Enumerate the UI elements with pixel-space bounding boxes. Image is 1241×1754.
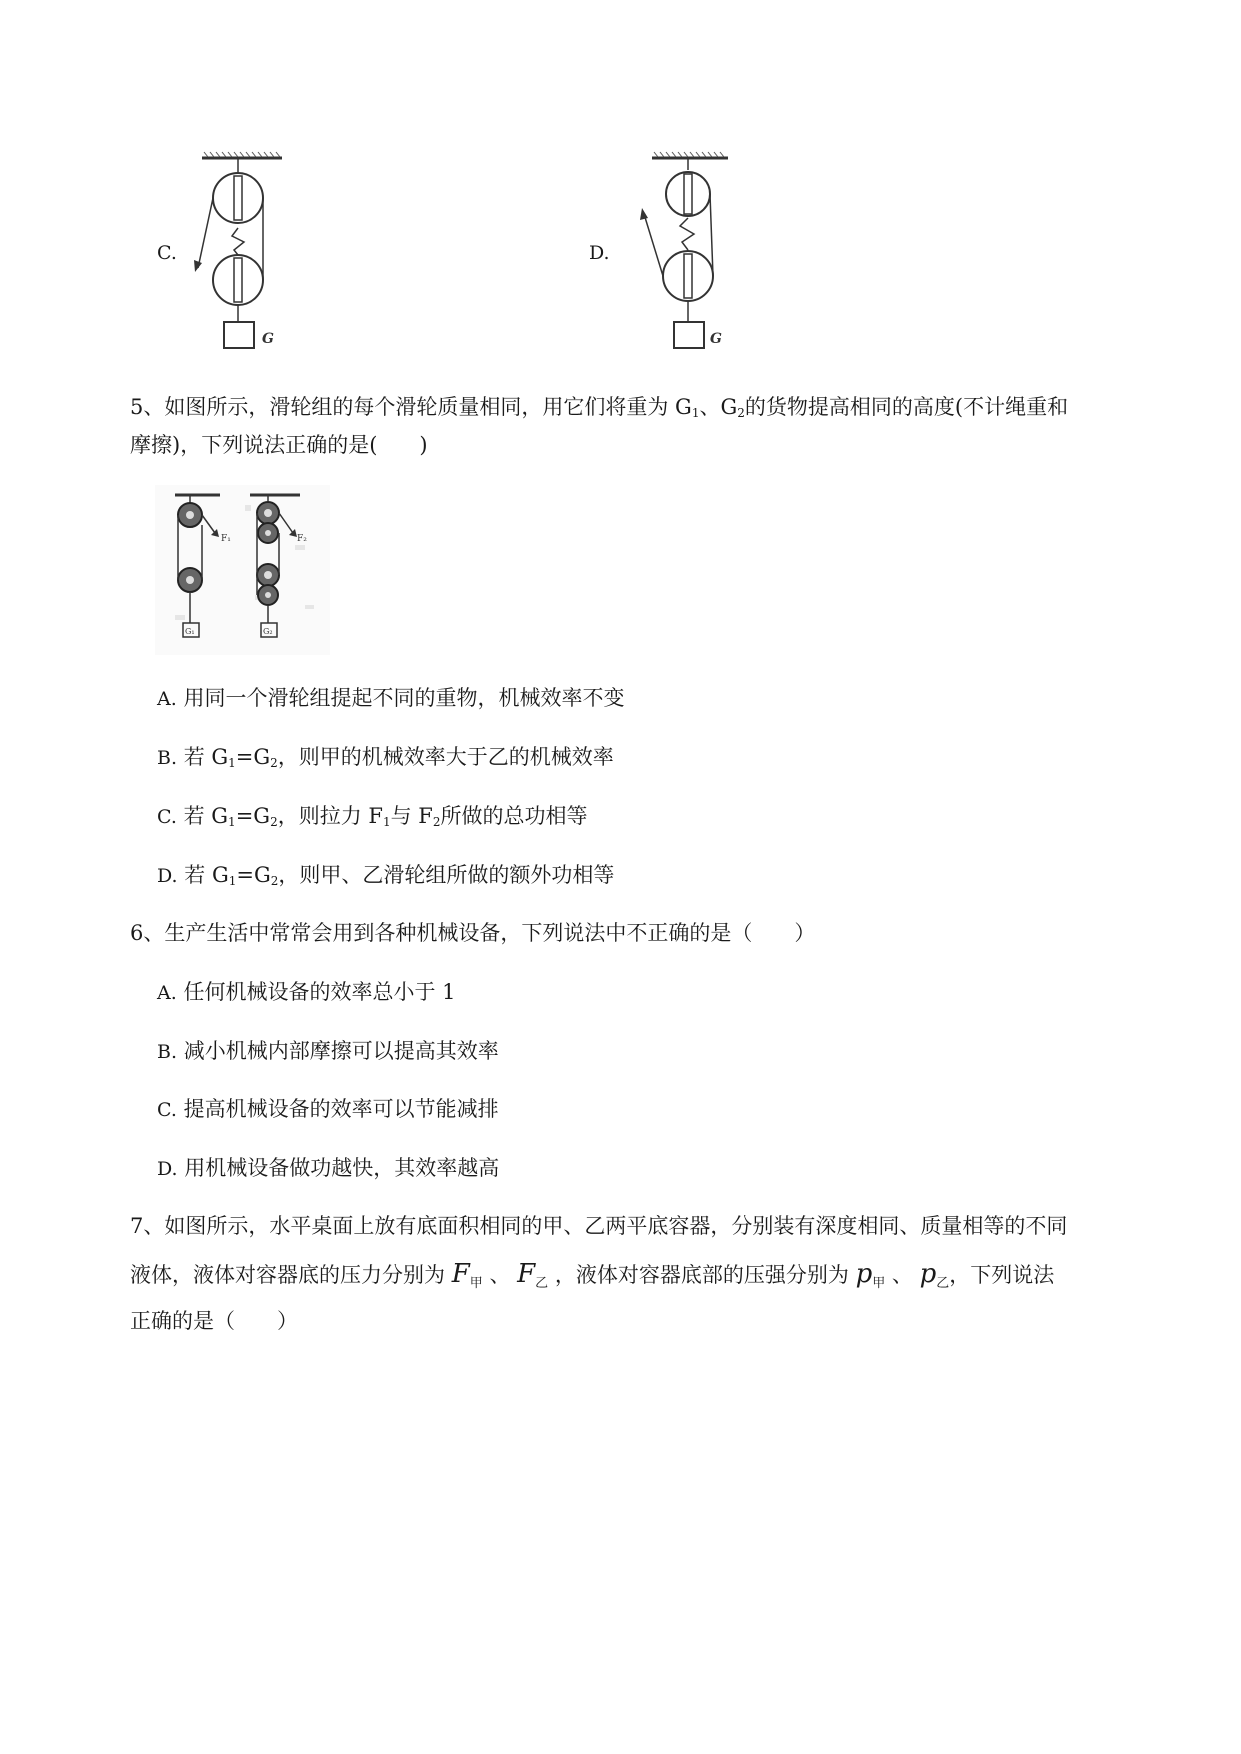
g2-label: G₂ (263, 627, 273, 636)
q6-stem: 6、生产生活中常常会用到各种机械设备，下列说法中不正确的是（ ） (130, 921, 816, 945)
pulley-diagram-d (630, 150, 740, 360)
q6-option-c: C. 提高机械设备的效率可以节能减排 (157, 1097, 499, 1121)
weight-label-d: G (710, 331, 722, 347)
option-c-label: C. (157, 242, 177, 264)
q7-stem-line1: 7、如图所示，水平桌面上放有底面积相同的甲、乙两平底容器，分别装有深度相同、质量相等的不同 (130, 1214, 1068, 1238)
g1-label: G₁ (185, 627, 195, 636)
q5-option-b: B. 若 $G_1=G_2$，则甲的机械效率大于乙的机械效率 (157, 745, 614, 770)
q5-option-c: C. 若 $G_1=G_2$，则拉力 $F_1$与 $F_2$所做的总功相等 (157, 804, 588, 829)
f2-label: F₂ (297, 534, 307, 544)
q7-stem-line3: 正确的是（ ） (130, 1309, 298, 1333)
q5-pulley-figure (155, 485, 330, 655)
q6-option-a: A. 任何机械设备的效率总小于 1 (157, 980, 456, 1004)
q6-option-b: B. 减小机械内部摩擦可以提高其效率 (157, 1039, 499, 1063)
pulley-diagram-c (190, 150, 300, 360)
q5-option-a: A. 用同一个滑轮组提起不同的重物，机械效率不变 (157, 686, 625, 710)
q5-option-d: D. 若 $G_1=G_2$，则甲、乙滑轮组所做的额外功相等 (157, 863, 615, 888)
option-d-label: D. (589, 242, 610, 264)
q5-stem-line2: 摩擦)，下列说法正确的是( ) (130, 433, 428, 457)
weight-label-c: G (262, 331, 274, 347)
q7-stem-line2: 液体，液体对容器底的压力分别为 $F_甲$ 、 $F_乙$ ，液体对容器底部的压强分别为 $p_甲$ 、 $p_乙$，下列说法 (130, 1259, 1055, 1291)
f1-label: F₁ (221, 534, 231, 544)
q5-stem-line1: 5、如图所示，滑轮组的每个滑轮质量相同，用它们将重为 $G_1$、$G_2$的货物提高相同的高度(不计绳重和 (130, 395, 1069, 420)
q6-option-d: D. 用机械设备做功越快，其效率越高 (157, 1156, 500, 1180)
